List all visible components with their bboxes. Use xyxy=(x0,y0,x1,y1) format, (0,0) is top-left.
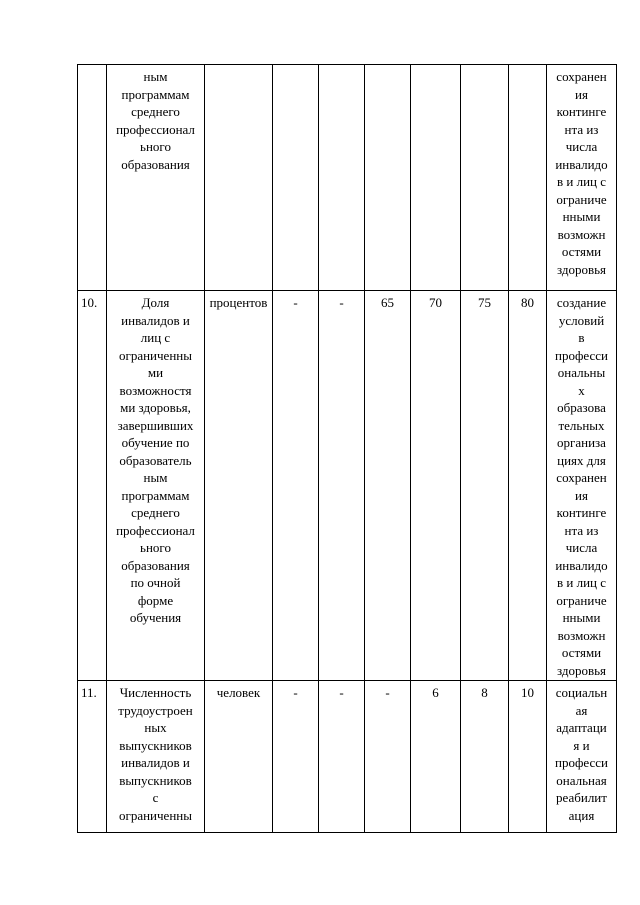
unit-cell xyxy=(205,65,273,291)
value-cell-4 xyxy=(411,65,461,291)
expected-result: сохранен ия континге нта из числа инвалидо в и лиц с ограниче нными возможн остями здоровья xyxy=(547,65,617,291)
table-row xyxy=(78,681,617,833)
value-cell-3: - xyxy=(365,681,411,833)
value-cell-3: 65 xyxy=(365,291,411,681)
value-cell-1: - xyxy=(273,681,319,833)
value-cell-2: - xyxy=(319,291,365,681)
value-cell-5 xyxy=(461,65,509,291)
value-cell-3 xyxy=(365,65,411,291)
value-cell-5: 75 xyxy=(461,291,509,681)
row-number: 11. xyxy=(78,681,107,833)
indicator-name: ным программам среднего профессионал ьного образования xyxy=(107,65,205,291)
value-cell-2: - xyxy=(319,681,365,833)
value-cell-6: 80 xyxy=(509,291,547,681)
value-cell-5: 8 xyxy=(461,681,509,833)
table-row xyxy=(78,65,617,291)
row-number xyxy=(78,65,107,291)
value-cell-4: 70 xyxy=(411,291,461,681)
indicator-name: Доля инвалидов и лиц с ограниченны ми возможностя ми здоровья, завершивших обучение по образователь ным программам среднего профессионал ьного образования по очной форме обучения xyxy=(107,291,205,681)
unit-cell: процентов xyxy=(205,291,273,681)
indicator-name: Численность трудоустроен ных выпускников инвалидов и выпускников с ограниченны xyxy=(107,681,205,833)
expected-result: социальн ая адаптаци я и професси ональная реабилит ация xyxy=(547,681,617,833)
unit-cell: человек xyxy=(205,681,273,833)
value-cell-6 xyxy=(509,65,547,291)
row-number: 10. xyxy=(78,291,107,681)
indicators-table xyxy=(77,64,617,833)
table-row xyxy=(78,291,617,681)
value-cell-1: - xyxy=(273,291,319,681)
value-cell-6: 10 xyxy=(509,681,547,833)
value-cell-4: 6 xyxy=(411,681,461,833)
expected-result: создание условий в професси ональны х образова тельных организа циях для сохранен ия континге нта из числа инвалидо в и лиц с ограниче нными возможн остями здоровья xyxy=(547,291,617,681)
value-cell-2 xyxy=(319,65,365,291)
value-cell-1 xyxy=(273,65,319,291)
